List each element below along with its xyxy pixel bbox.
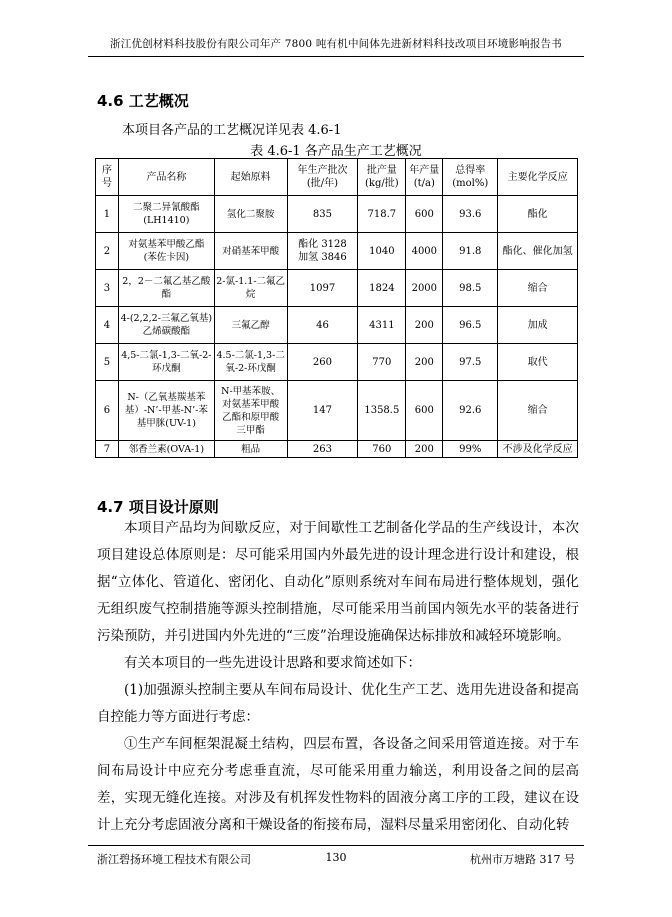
table-row (96, 307, 578, 344)
table-cell: N-（乙氧基羰基苯 基）-N’-甲基-N’-苯 基甲脒(UV-1) (118, 381, 214, 441)
table-cell: 二聚二异氰酸酯 (LH1410) (118, 196, 214, 233)
table-cell: 263 (287, 441, 358, 458)
section-body (97, 515, 579, 839)
table-cell: 93.6 (443, 196, 498, 233)
table-cell: 4000 (406, 233, 443, 270)
table-cell: 2 (96, 233, 119, 270)
table-cell: 1824 (358, 270, 406, 307)
table-cell: 1 (96, 196, 119, 233)
footer-address: 杭州市万塘路 317 号 (470, 853, 575, 866)
section-heading-4-6: 4.6 工艺概况 (97, 92, 189, 110)
table-cell: 4 (96, 307, 119, 344)
table-row (96, 344, 578, 381)
table-cell: 760 (358, 441, 406, 458)
table-cell: 200 (406, 441, 443, 458)
table-header-cell: 起始原料 (214, 159, 287, 196)
table-cell: 46 (287, 307, 358, 344)
table-cell: 4-(2,2,2-三氟乙氧基) 乙烯碳酸酯 (118, 307, 214, 344)
table-header-cell: 主要化学反应 (498, 159, 578, 196)
table-header-row (96, 159, 578, 196)
table-cell: 200 (406, 307, 443, 344)
table-cell: 对硝基苯甲酸 (214, 233, 287, 270)
table-caption: 表 4.6-1 各产品生产工艺概况 (250, 144, 422, 159)
table-body (96, 196, 578, 458)
table-row (96, 196, 578, 233)
table-cell: 7 (96, 441, 119, 458)
footer-company: 浙江碧扬环境工程技术有限公司 (97, 853, 251, 866)
table-cell: 600 (406, 196, 443, 233)
table-cell: 260 (287, 344, 358, 381)
paragraph-4: ①生产车间框架混凝土结构，四层布置，各设备之间采用管道连接。对于车间布局设计中应充分考虑垂直流，尽可能采用重力输送，利用设备之间的层高差，实现无缝化连接。对涉及有机挥发性物料的固液分离工序的工段，建议在设计上充分考虑固液分离和干燥设备的衔接布局，湿料尽量采用密闭化、自动化转 (97, 736, 579, 833)
table-cell: 718.7 (358, 196, 406, 233)
table-cell: 4311 (358, 307, 406, 344)
table-row (96, 270, 578, 307)
table-cell: 邻香兰素(OVA-1) (118, 441, 214, 458)
table-cell: 对氨基苯甲酸乙酯 (苯佐卡因) (118, 233, 214, 270)
table-cell: 缩合 (498, 270, 578, 307)
table-cell: 4,5-二氯-1,3-二氧-2- 环戊酮 (118, 344, 214, 381)
table-cell: 1040 (358, 233, 406, 270)
table-header-cell: 总得率 (mol%) (443, 159, 498, 196)
table-cell: 91.8 (443, 233, 498, 270)
table-header-cell: 批产量 (kg/批) (358, 159, 406, 196)
table-row (96, 381, 578, 441)
table-cell: 酯化 3128 加氢 3846 (287, 233, 358, 270)
table-cell: 1358.5 (358, 381, 406, 441)
table-cell: 835 (287, 196, 358, 233)
section-intro: 本项目各产品的工艺概况详见表 4.6-1 (122, 123, 342, 138)
table-cell: 770 (358, 344, 406, 381)
table-cell: 92.6 (443, 381, 498, 441)
page-header: 浙江优创材料科技股份有限公司年产 7800 吨有机中间体先进新材料科技改项目环境影响报告书 (110, 38, 562, 50)
table-header-cell: 产品名称 (118, 159, 214, 196)
table-cell: 2000 (406, 270, 443, 307)
table-cell: 缩合 (498, 381, 578, 441)
table-cell: N-甲基苯胺、 对氨基苯甲酸 乙酯和原甲酸 三甲酯 (214, 381, 287, 441)
table-cell: 2，2－二氟乙基乙酸 酯 (118, 270, 214, 307)
paragraph-2: 有关本项目的一些先进设计思路和要求简述如下： (124, 655, 421, 671)
table-row (96, 441, 578, 458)
table-cell: 酯化、催化加氢 (498, 233, 578, 270)
table-cell: 600 (406, 381, 443, 441)
table-row (96, 233, 578, 270)
paragraph-3: (1)加强源头控制主要从车间布局设计、优化生产工艺、选用先进设备和提高自控能力等方面进行考虑： (97, 682, 579, 725)
table-cell: 200 (406, 344, 443, 381)
table-cell: 96.5 (443, 307, 498, 344)
table-cell: 不涉及化学反应 (498, 441, 578, 458)
header-rule (88, 56, 584, 57)
table-header-cell: 年产量 (t/a) (406, 159, 443, 196)
table-cell: 97.5 (443, 344, 498, 381)
table-cell: 取代 (498, 344, 578, 381)
paragraph-1: 本项目产品均为间歇反应，对于间歇性工艺制备化学品的生产线设计，本次项目建设总体原则是：尽可能采用国内外最先进的设计理念进行设计和建设，根据“立体化、管道化、密闭化、自动化”原则系统对车间布局进行整体规划，强化无组织废气控制措施等源头控制措施，尽可能采用当前国内领先水平的装备进行污染预防，并引进国内外先进的“三废”治理设施确保达标排放和减轻环境影响。 (97, 520, 579, 644)
process-table (95, 158, 578, 458)
table-cell: 粗品 (214, 441, 287, 458)
table-header-cell: 序号 (96, 159, 119, 196)
table-cell: 99% (443, 441, 498, 458)
table-cell: 3 (96, 270, 119, 307)
table-cell: 酯化 (498, 196, 578, 233)
table-header-cell: 年生产批次 (批/年) (287, 159, 358, 196)
footer-page-number: 130 (325, 851, 347, 864)
table-cell: 三氟乙醇 (214, 307, 287, 344)
table-cell: 氢化二聚胺 (214, 196, 287, 233)
table-cell: 147 (287, 381, 358, 441)
table-cell: 加成 (498, 307, 578, 344)
table-cell: 1097 (287, 270, 358, 307)
table-cell: 98.5 (443, 270, 498, 307)
table-cell: 2-氯-1.1-二氟乙 烷 (214, 270, 287, 307)
table-cell: 4.5-二氯-1,3-二 氧-2-环戊酮 (214, 344, 287, 381)
table-cell: 5 (96, 344, 119, 381)
section-heading-4-7: 4.7 项目设计原则 (97, 498, 219, 516)
footer-rule (88, 845, 584, 846)
table-cell: 6 (96, 381, 119, 441)
